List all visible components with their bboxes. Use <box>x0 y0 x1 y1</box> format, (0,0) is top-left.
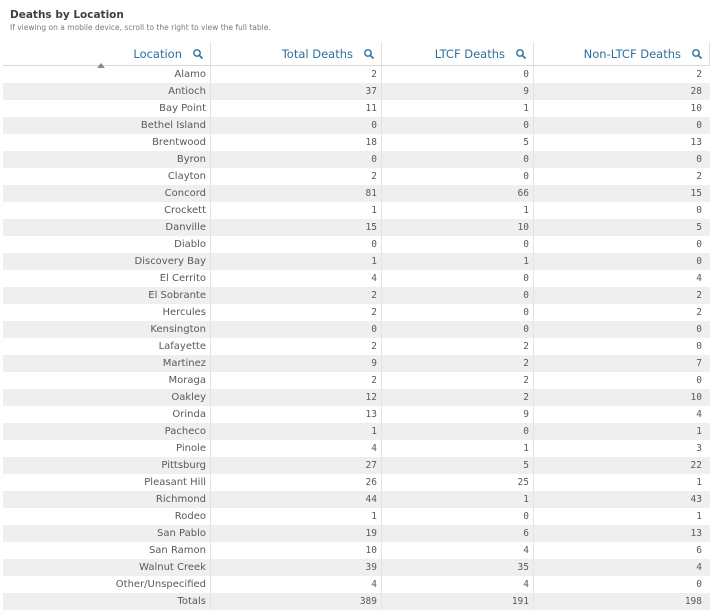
cell-total-deaths: 27 <box>211 457 382 474</box>
cell-total-deaths: 11 <box>211 100 382 117</box>
cell-non-ltcf-deaths: 1 <box>696 426 702 437</box>
cell-location: Antioch <box>3 83 211 100</box>
cell-ltcf-deaths: 2 <box>382 355 534 372</box>
cell-total-deaths: 13 <box>211 406 382 423</box>
cell-location: San Ramon <box>3 542 211 559</box>
cell-ltcf-deaths: 1 <box>382 253 534 270</box>
table-row[interactable] <box>3 372 710 389</box>
cell-total-deaths: 9 <box>211 355 382 372</box>
table-row[interactable] <box>3 168 710 185</box>
cell-total-deaths: 0 <box>211 117 382 134</box>
cell-ltcf-deaths: 0 <box>382 287 534 304</box>
totals-row <box>3 593 710 610</box>
cell-total-deaths: 15 <box>211 219 382 236</box>
totals-label: Totals <box>3 593 211 610</box>
cell-total-deaths: 1 <box>211 508 382 525</box>
cell-ltcf-deaths: 1 <box>382 202 534 219</box>
cell-total-deaths: 2 <box>211 338 382 355</box>
cell-location: Moraga <box>3 372 211 389</box>
cell-location: Pittsburg <box>3 457 211 474</box>
table-row[interactable] <box>3 185 710 202</box>
cell-total-deaths: 4 <box>211 440 382 457</box>
cell-location: Walnut Creek <box>3 559 211 576</box>
table-row[interactable] <box>3 576 710 593</box>
cell-location: Orinda <box>3 406 211 423</box>
table-row[interactable] <box>3 559 710 576</box>
table-row[interactable] <box>3 542 710 559</box>
cell-total-deaths: 44 <box>211 491 382 508</box>
table-row[interactable] <box>3 151 710 168</box>
cell-location: Diablo <box>3 236 211 253</box>
table-row[interactable] <box>3 355 710 372</box>
cell-total-deaths: 18 <box>211 134 382 151</box>
cell-total-deaths: 4 <box>211 576 382 593</box>
cell-total-deaths: 1 <box>211 423 382 440</box>
table-row[interactable] <box>3 491 710 508</box>
cell-ltcf-deaths: 0 <box>382 236 534 253</box>
cell-ltcf-deaths: 5 <box>382 457 534 474</box>
cell-location: Hercules <box>3 304 211 321</box>
cell-ltcf-deaths: 2 <box>382 338 534 355</box>
cell-location: Martinez <box>3 355 211 372</box>
cell-non-ltcf-deaths: 43 <box>690 494 702 505</box>
cell-location: El Cerrito <box>3 270 211 287</box>
cell-ltcf-deaths: 66 <box>382 185 534 202</box>
table-body <box>3 66 710 593</box>
cell-non-ltcf-deaths: 6 <box>696 545 702 556</box>
deaths-table <box>3 42 710 610</box>
table-row[interactable] <box>3 236 710 253</box>
cell-location: Kensington <box>3 321 211 338</box>
cell-location: Pinole <box>3 440 211 457</box>
table-row[interactable] <box>3 253 710 270</box>
sort-ascending-icon <box>97 63 105 68</box>
cell-ltcf-deaths: 0 <box>382 508 534 525</box>
cell-non-ltcf-deaths: 10 <box>690 103 702 114</box>
cell-non-ltcf-deaths: 2 <box>696 171 702 182</box>
cell-location: Richmond <box>3 491 211 508</box>
cell-non-ltcf-deaths: 0 <box>696 239 702 250</box>
cell-location: Pleasant Hill <box>3 474 211 491</box>
cell-ltcf-deaths: 9 <box>382 406 534 423</box>
cell-total-deaths: 2 <box>211 372 382 389</box>
cell-non-ltcf-deaths: 15 <box>690 188 702 199</box>
cell-ltcf-deaths: 2 <box>382 372 534 389</box>
cell-total-deaths: 26 <box>211 474 382 491</box>
cell-total-deaths: 10 <box>211 542 382 559</box>
cell-non-ltcf-deaths: 4 <box>696 273 702 284</box>
cell-non-ltcf-deaths: 13 <box>690 137 702 148</box>
cell-total-deaths: 1 <box>211 202 382 219</box>
page-title: Deaths by Location <box>10 9 124 21</box>
search-icon[interactable] <box>192 48 204 60</box>
totals-non-ltcf-deaths: 198 <box>684 596 702 607</box>
column-header-total-deaths[interactable] <box>211 42 382 65</box>
table-row[interactable] <box>3 389 710 406</box>
cell-location: San Pablo <box>3 525 211 542</box>
cell-ltcf-deaths: 10 <box>382 219 534 236</box>
column-header-label: Location <box>133 46 182 61</box>
column-header-label: LTCF Deaths <box>434 46 505 61</box>
column-header-non-ltcf-deaths[interactable] <box>534 42 710 65</box>
table-row[interactable] <box>3 219 710 236</box>
cell-non-ltcf-deaths: 4 <box>696 409 702 420</box>
table-row[interactable] <box>3 202 710 219</box>
cell-location: Pacheco <box>3 423 211 440</box>
cell-non-ltcf-deaths: 13 <box>690 528 702 539</box>
cell-non-ltcf-deaths: 1 <box>696 477 702 488</box>
table-header <box>3 42 710 66</box>
table-row[interactable] <box>3 321 710 338</box>
table-row[interactable] <box>3 134 710 151</box>
cell-non-ltcf-deaths: 1 <box>696 511 702 522</box>
cell-non-ltcf-deaths: 0 <box>696 579 702 590</box>
cell-ltcf-deaths: 0 <box>382 321 534 338</box>
cell-non-ltcf-deaths: 22 <box>690 460 702 471</box>
cell-total-deaths: 2 <box>211 66 382 83</box>
cell-non-ltcf-deaths: 0 <box>696 324 702 335</box>
cell-location: Bethel Island <box>3 117 211 134</box>
cell-non-ltcf-deaths: 0 <box>696 120 702 131</box>
cell-ltcf-deaths: 4 <box>382 542 534 559</box>
cell-total-deaths: 1 <box>211 253 382 270</box>
cell-non-ltcf-deaths: 4 <box>696 562 702 573</box>
column-header-ltcf-deaths[interactable] <box>382 42 534 65</box>
cell-ltcf-deaths: 2 <box>382 389 534 406</box>
cell-total-deaths: 2 <box>211 287 382 304</box>
table-row[interactable] <box>3 508 710 525</box>
table-row[interactable] <box>3 304 710 321</box>
cell-location: Clayton <box>3 168 211 185</box>
cell-location: Rodeo <box>3 508 211 525</box>
cell-ltcf-deaths: 9 <box>382 83 534 100</box>
cell-total-deaths: 12 <box>211 389 382 406</box>
cell-ltcf-deaths: 0 <box>382 168 534 185</box>
cell-ltcf-deaths: 0 <box>382 117 534 134</box>
cell-total-deaths: 37 <box>211 83 382 100</box>
cell-ltcf-deaths: 1 <box>382 440 534 457</box>
column-header-location[interactable] <box>3 42 211 65</box>
cell-ltcf-deaths: 4 <box>382 576 534 593</box>
cell-non-ltcf-deaths: 2 <box>696 69 702 80</box>
cell-ltcf-deaths: 0 <box>382 66 534 83</box>
cell-ltcf-deaths: 1 <box>382 100 534 117</box>
table-row[interactable] <box>3 287 710 304</box>
cell-non-ltcf-deaths: 2 <box>696 290 702 301</box>
table-row[interactable] <box>3 423 710 440</box>
cell-ltcf-deaths: 6 <box>382 525 534 542</box>
search-icon[interactable] <box>691 48 703 60</box>
cell-location: Brentwood <box>3 134 211 151</box>
cell-location: Discovery Bay <box>3 253 211 270</box>
cell-non-ltcf-deaths: 0 <box>696 256 702 267</box>
cell-total-deaths: 19 <box>211 525 382 542</box>
cell-ltcf-deaths: 5 <box>382 134 534 151</box>
column-header-label: Total Deaths <box>281 46 353 61</box>
cell-ltcf-deaths: 25 <box>382 474 534 491</box>
cell-non-ltcf-deaths: 3 <box>696 443 702 454</box>
cell-non-ltcf-deaths: 5 <box>696 222 702 233</box>
table-row[interactable] <box>3 100 710 117</box>
cell-non-ltcf-deaths: 0 <box>696 154 702 165</box>
cell-total-deaths: 0 <box>211 236 382 253</box>
table-row[interactable] <box>3 406 710 423</box>
cell-location: Bay Point <box>3 100 211 117</box>
cell-total-deaths: 0 <box>211 151 382 168</box>
cell-location: Lafayette <box>3 338 211 355</box>
cell-non-ltcf-deaths: 0 <box>696 205 702 216</box>
table-row[interactable] <box>3 525 710 542</box>
cell-location: Other/Unspecified <box>3 576 211 593</box>
totals-ltcf-deaths: 191 <box>382 593 534 610</box>
cell-location: Oakley <box>3 389 211 406</box>
column-header-label: Non-LTCF Deaths <box>583 46 681 61</box>
cell-location: Crockett <box>3 202 211 219</box>
search-icon[interactable] <box>515 48 527 60</box>
cell-non-ltcf-deaths: 28 <box>690 86 702 97</box>
cell-ltcf-deaths: 0 <box>382 423 534 440</box>
cell-non-ltcf-deaths: 7 <box>696 358 702 369</box>
cell-ltcf-deaths: 0 <box>382 270 534 287</box>
cell-ltcf-deaths: 0 <box>382 151 534 168</box>
cell-total-deaths: 0 <box>211 321 382 338</box>
cell-location: Alamo <box>3 66 211 83</box>
search-icon[interactable] <box>363 48 375 60</box>
cell-ltcf-deaths: 35 <box>382 559 534 576</box>
table-row[interactable] <box>3 83 710 100</box>
cell-location: Byron <box>3 151 211 168</box>
totals-total-deaths: 389 <box>211 593 382 610</box>
cell-non-ltcf-deaths: 0 <box>696 375 702 386</box>
page-subtitle: If viewing on a mobile device, scroll to the right to view the full table. <box>10 23 271 32</box>
cell-location: Concord <box>3 185 211 202</box>
table-row[interactable] <box>3 440 710 457</box>
cell-location: El Sobrante <box>3 287 211 304</box>
cell-ltcf-deaths: 0 <box>382 304 534 321</box>
cell-non-ltcf-deaths: 10 <box>690 392 702 403</box>
cell-total-deaths: 4 <box>211 270 382 287</box>
cell-ltcf-deaths: 1 <box>382 491 534 508</box>
cell-total-deaths: 2 <box>211 168 382 185</box>
table-row[interactable] <box>3 474 710 491</box>
cell-total-deaths: 39 <box>211 559 382 576</box>
cell-total-deaths: 81 <box>211 185 382 202</box>
table-row[interactable] <box>3 66 710 83</box>
table-row[interactable] <box>3 457 710 474</box>
cell-non-ltcf-deaths: 0 <box>696 341 702 352</box>
cell-non-ltcf-deaths: 2 <box>696 307 702 318</box>
table-row[interactable] <box>3 117 710 134</box>
cell-location: Danville <box>3 219 211 236</box>
cell-total-deaths: 2 <box>211 304 382 321</box>
table-row[interactable] <box>3 270 710 287</box>
table-row[interactable] <box>3 338 710 355</box>
